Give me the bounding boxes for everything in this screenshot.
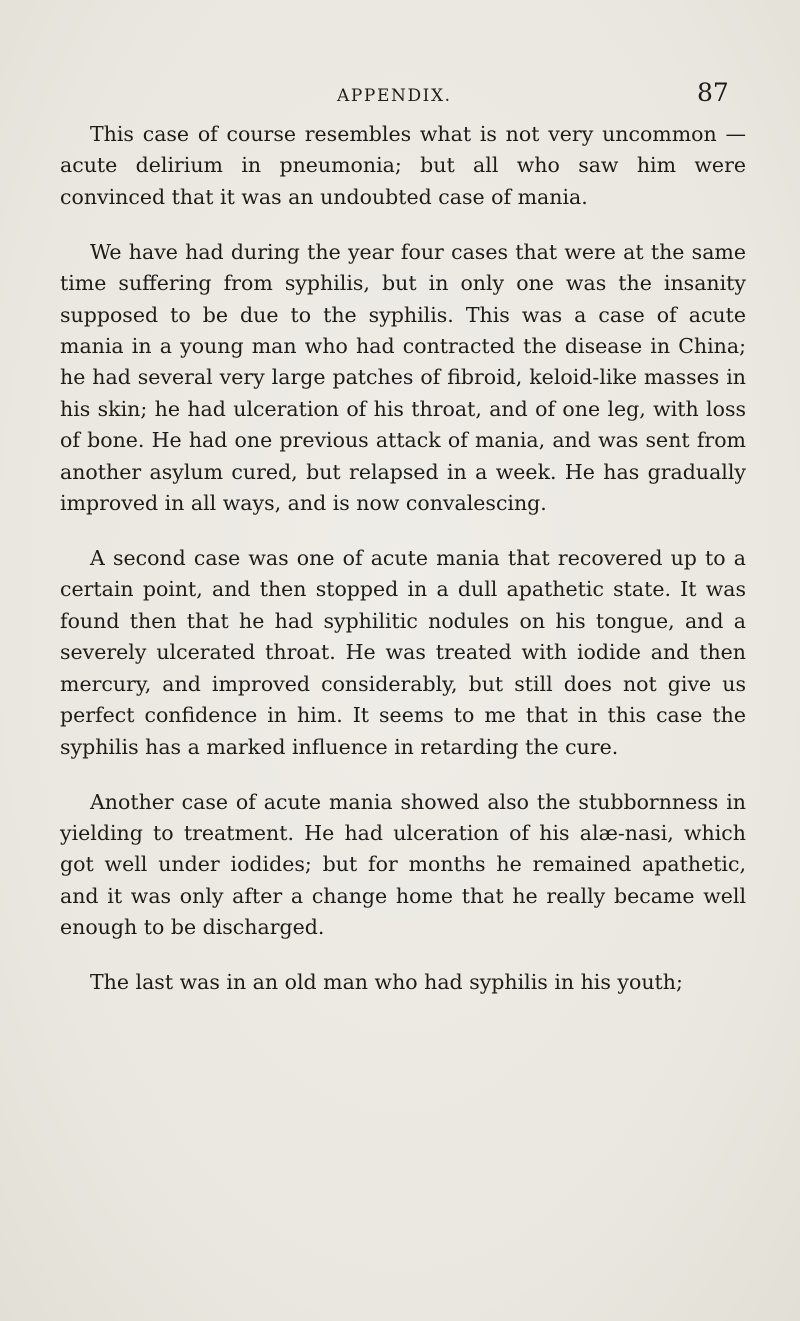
paragraph-last-case: The last was in an old man who had syphilis in his youth; [90, 970, 683, 995]
paragraph-pneumonia-delirium: This case of course resembles what is not very uncommon —acute delirium in pneumonia; but all who saw him were convinced that it was an undoubted case of mania. [60, 122, 746, 209]
running-title: APPENDIX. [337, 86, 452, 106]
paragraph-four-syphilis-cases: We have had during the year four cases that were at the same time suffering from syphilis, but in only one was the insanity supposed to be due to the syphilis. This was a case of acute mania in a young man who had contracted the disease in China; he had several very large patches of fibroid, keloid-like masses in his skin; he had ulceration of his throat, and of one leg, with loss of bone. He had one previous attack of mania, and was sent from another asylum cured, but relapsed in a week. He has gradually improved in all ways, and is now convalescing. [60, 239, 746, 516]
paragraph-another-case: Another case of acute mania showed also the stubbornness in yielding to treatment. He had ulceration of his alæ-nasi, which got well under iodides; but for months he remained apathetic, and it was only after a change home that he really became well enough to be discharged. [60, 789, 746, 940]
body-text [60, 119, 746, 999]
running-head [0, 79, 800, 109]
page-number: 87 [697, 78, 729, 107]
paragraph-second-case: A second case was one of acute mania that recovered up to a certain point, and then stopped in a dull apathetic state. It was found then that he had syphilitic nodules on his tongue, and a severely ulcerated throat. He was treated with iodide and then mercury, and improved considerably, but still does not give us perfect confidence in him. It seems to me that in this case the syphilis has a marked influence in retarding the cure. [60, 546, 746, 759]
